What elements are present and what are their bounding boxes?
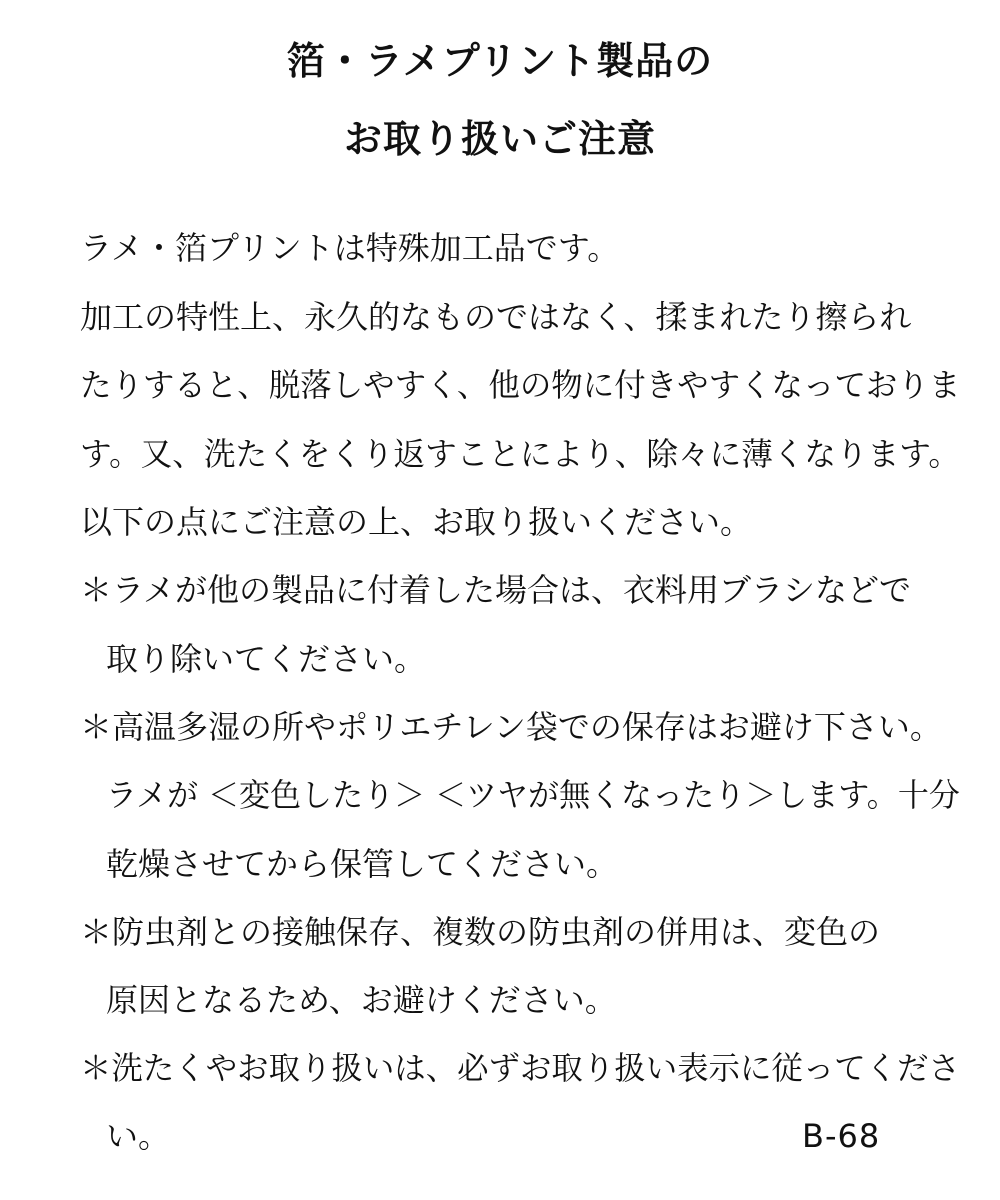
- intro-line-4: す。又、洗たくをくり返すことにより、除々に薄くなります。: [80, 435, 960, 473]
- note-1-continuation: 取り除いてください。: [106, 640, 427, 678]
- note-2-first-line: ＊高温多湿の所やポリエチレン袋での保存はお避け下さい。: [80, 708, 942, 746]
- intro-line-2: 加工の特性上、永久的なものではなく、揉まれたり擦られ: [80, 298, 912, 336]
- notice-title-line-1: 箔・ラメプリント製品の: [286, 39, 714, 83]
- note-2-continuation-2: 乾燥させてから保管してください。: [106, 845, 619, 883]
- intro-line-5: 以下の点にご注意の上、お取り扱いください。: [80, 503, 753, 541]
- intro-line-3: たりすると、脱落しやすく、他の物に付きやすくなっておりま: [80, 366, 961, 404]
- note-3-continuation: 原因となるため、お避けください。: [106, 981, 617, 1019]
- note-4-continuation: い。: [106, 1117, 171, 1155]
- note-4-first-line: ＊洗たくやお取り扱いは、必ずお取り扱い表示に従ってくださ: [80, 1049, 960, 1087]
- note-1-first-line: ＊ラメが他の製品に付着した場合は、衣料用ブラシなどで: [80, 571, 912, 609]
- intro-line-1: ラメ・箔プリントは特殊加工品です。: [80, 229, 620, 267]
- document-code: B-68: [802, 1117, 881, 1155]
- notice-title-line-2: お取り扱いご注意: [343, 117, 656, 161]
- note-2-continuation-1: ラメが ＜変色したり＞ ＜ツヤが無くなったり＞します。十分: [106, 776, 960, 814]
- note-3-first-line: ＊防虫剤との接触保存、複数の防虫剤の併用は、変色の: [80, 913, 881, 951]
